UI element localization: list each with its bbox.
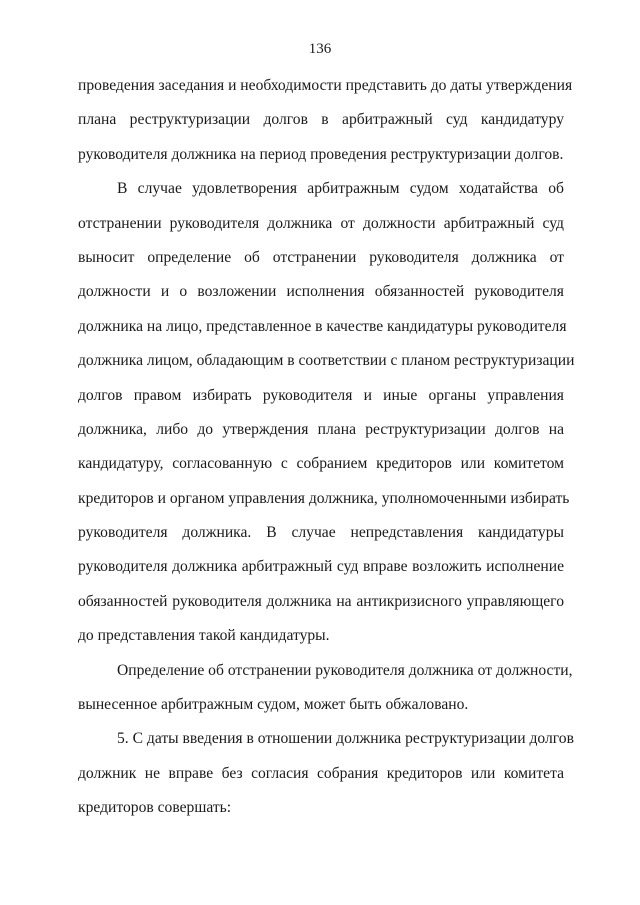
- paragraph: [78, 69, 573, 172]
- text-line: плана реструктуризации долгов в арбитражный суд кандидатуру: [78, 111, 564, 129]
- paragraph: [78, 654, 573, 723]
- text-line: до представления такой кандидатуры.: [78, 627, 330, 645]
- body-text: [78, 69, 575, 826]
- text-line: должности и о возложении исполнения обязанностей руководителя: [78, 283, 564, 301]
- text-line: должника, либо до утверждения плана реструктуризации долгов на: [78, 420, 564, 438]
- text-line: Определение об отстранении руководителя должника от должности,: [117, 661, 573, 679]
- text-line: отстранении руководителя должника от должности арбитражный суд: [78, 214, 564, 232]
- text-line: должник не вправе без согласия собрания кредиторов или комитета: [78, 764, 564, 782]
- text-line: руководителя должника. В случае непредставления кандидатуры: [78, 524, 564, 542]
- text-line: 5. С даты введения в отношении должника реструктуризации долгов: [117, 730, 574, 748]
- text-line: долгов правом избирать руководителя и иные органы управления: [78, 386, 564, 404]
- text-line: вынесенное арбитражным судом, может быть обжаловано.: [78, 696, 469, 714]
- text-line: выносит определение об отстранении руководителя должника от: [78, 248, 564, 266]
- text-line: проведения заседания и необходимости представить до даты утверждения: [78, 77, 573, 94]
- text-line: должника лицом, обладающим в соответствии с планом реструктуризации: [78, 352, 575, 370]
- text-line: В случае удовлетворения арбитражным судом ходатайства об: [117, 180, 564, 198]
- text-line: кандидатуру, согласованную с собранием кредиторов или комитетом: [78, 455, 564, 473]
- text-line: кредиторов и органом управления должника, уполномоченными избирать: [78, 489, 570, 507]
- text-line: кредиторов совершать:: [78, 799, 232, 817]
- paragraph: [78, 722, 574, 825]
- text-line: обязанностей руководителя должника на антикризисного управляющего: [78, 592, 564, 610]
- paragraph: [78, 172, 575, 653]
- text-line: должника на лицо, представленное в качестве кандидатуры руководителя: [78, 317, 567, 335]
- page-number: 136: [308, 41, 332, 57]
- text-line: руководителя должника на период проведения реструктуризации долгов.: [78, 145, 564, 163]
- text-line: руководителя должника арбитражный суд вправе возложить исполнение: [78, 558, 564, 576]
